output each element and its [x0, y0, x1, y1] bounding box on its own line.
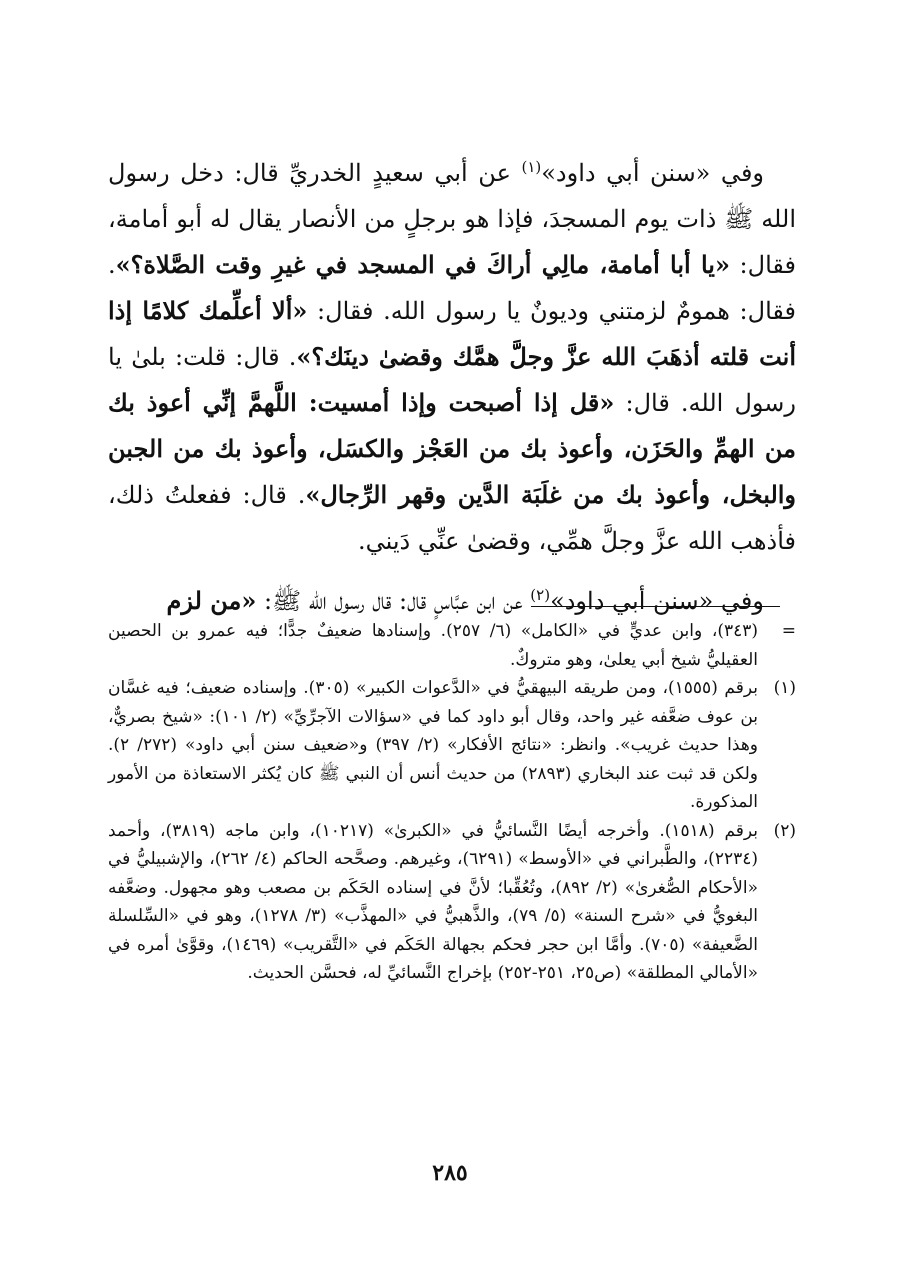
footnote-1 [108, 674, 796, 817]
paragraph-2-intro: وفي «سنن أبي داود» [550, 587, 764, 615]
paragraph-1 [108, 150, 796, 564]
paragraph-1-end: . قال: ففعلتُ ذلك، فأذهب الله عزَّ وجلَّ همِّي، وقضىٰ عنِّي دَيني. [108, 481, 796, 555]
footnote-marker: = [781, 621, 796, 641]
paragraph-2-narration: عن ابن عبَّاسٍ قال: قال رسول الله ﷺ: [256, 587, 531, 615]
footnote-continuation [108, 617, 796, 674]
footnote-text: (٣٤٣)، وابن عديٍّ في «الكامل» (٦/ ٢٥٧). وإسنادها ضعيفٌ جدًّا؛ فيه عمرو بن الحصين العقيليُّ شيخ أبي يعلىٰ، وهو متروكٌ. [108, 621, 758, 670]
footnote-separator [531, 606, 780, 607]
footnote-ref-2[interactable]: (٢) [530, 586, 551, 604]
page-number: ٢٨٥ [432, 1160, 468, 1186]
footnote-marker: (٢) [773, 820, 796, 841]
paragraph-1-mid-1: . فقال: همومٌ لزمتني وديونٌ يا رسول الله. فقال: [108, 251, 797, 325]
hadith-quote-3: «قل إذا أصبحت وإذا أمسيت: اللَّهمَّ إنِّي أعوذ بك من الهمِّ والحَزَن، وأعوذ بك من العَجْز والكسَل، وأعوذ بك من الجبن والبخل، وأعوذ بك من غلَبَة الدَّين وقهر الرِّجال» [108, 388, 797, 509]
footnote-text: برقم (١٥٥٥)، ومن طريقه البيهقيُّ في «الدَّعوات الكبير» (٣٠٥). وإسناده ضعيف؛ فيه غسَّان بن عوف ضعَّفه غير واحد، وقال أبو داود كما في «سؤالات الآجرِّيِّ» (٢/ ١٠١): «شيخ بصريٌّ، وهذا حديث غريب». وانظر: «نتائج الأفكار» (٢/ ٣٩٧) و«ضعيف سنن أبي داود» (٢٧٢/ ٢). ولكن قد ثبت عند البخاري (٢٨٩٣) من حديث أنس أن النبي ﷺ كان يُكثر الاستعاذة من الأمور المذكورة. [108, 678, 759, 812]
paragraph-1-narration: عن أبي سعيدٍ الخدريِّ قال: دخل رسول الله ﷺ ذات يوم المسجدَ، فإذا هو برجلٍ من الأنصار يقال له أبو أمامة، فقال: [108, 159, 797, 279]
paragraph-1-mid-2: . قال: قلت: بلىٰ يا رسول الله. قال: [108, 343, 797, 417]
paragraph-1-intro: وفي «سنن أبي داود» [541, 159, 765, 187]
footnote-marker: (١) [773, 678, 796, 698]
main-text [108, 150, 796, 624]
footnote-2 [108, 817, 796, 988]
hadith-quote-2: «ألا أعلِّمك كلامًا إذا أنت قلته أذهَبَ الله عزَّ وجلَّ همَّك وقضىٰ دينَك؟» [108, 296, 796, 371]
hadith-quote-1: «يا أبا أمامة، مالِي أراكَ في المسجد في غيرِ وقت الصَّلاة؟» [115, 250, 730, 279]
footnote-text: برقم (١٥١٨). وأخرجه أيضًا النَّسائيُّ في «الكبرىٰ» (١٠٢١٧)، وابن ماجه (٣٨١٩)، وأحمد (٢٢٣٤)، والطَّبراني في «الأوسط» (٦٢٩١)، وغيرهم. وصحَّحه الحاكم (٤/ ٢٦٢)، والإشبيليُّ في «الأحكام الصُّغرىٰ» (٢/ ٨٩٢)، وتُعُقِّبا؛ لأنَّ في إسناده الحَكَم بن مصعب وهو مجهول. وضعَّفه البغويُّ في «شرح السنة» (٥/ ٧٩)، والذَّهبيُّ في «المهذَّب» (٣/ ١٢٧٨)، وهو في «السِّلسلة الضَّعيفة» (٧٠٥). وأمَّا ابن حجر فحكم بجهالة الحَكَم في «التَّقريب» (١٤٦٩)، وقوَّىٰ أمره في «الأمالي المطلقة» (ص٢٥، ٢٥١-٢٥٢) بإخراج النَّسائيِّ له، فحسَّن الحديث. [108, 820, 759, 983]
hadith-quote-4: «من لزم [166, 586, 257, 615]
footnote-ref-1[interactable]: (١) [521, 158, 542, 176]
footnotes [108, 617, 796, 988]
